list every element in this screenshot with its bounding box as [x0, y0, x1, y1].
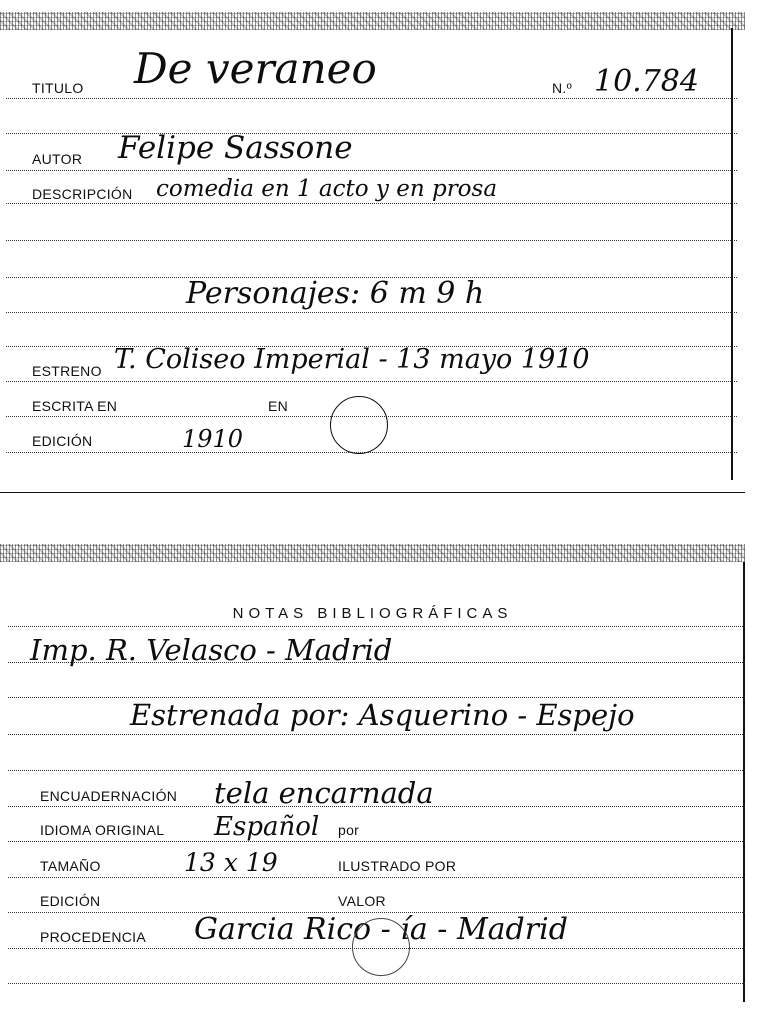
ruled-line	[8, 734, 745, 735]
autor-value: Felipe Sassone	[118, 130, 353, 166]
ilustrado-por-label: ILUSTRADO POR	[338, 858, 457, 874]
titulo-value: De veraneo	[134, 44, 377, 93]
personajes-note: Personajes: 6 m 9 h	[186, 276, 485, 311]
numero-label: N.º	[552, 80, 573, 96]
valor-label: VALOR	[338, 893, 386, 909]
ruled-line	[6, 240, 737, 241]
idioma-original-value: Español	[214, 812, 320, 842]
descripcion-label: DESCRIPCIÓN	[32, 186, 133, 202]
ruled-line	[6, 170, 737, 171]
stamp-circle	[352, 918, 410, 976]
edicion-label: EDICIÓN	[32, 433, 93, 449]
ruled-line	[8, 626, 745, 627]
card-top-edge	[0, 544, 745, 562]
encuadernacion-value: tela encarnada	[214, 776, 434, 810]
descripcion-value: comedia en 1 acto y en prosa	[156, 176, 498, 202]
ruled-line	[6, 381, 737, 382]
estreno-value: T. Coliseo Imperial - 13 mayo 1910	[114, 344, 590, 375]
ruled-line	[8, 877, 745, 878]
estreno-label: ESTRENO	[32, 363, 102, 379]
ruled-line	[6, 203, 737, 204]
card-bottom-edge	[0, 492, 745, 493]
tamano-value: 13 x 19	[184, 848, 278, 877]
notes-title: NOTAS BIBLIOGRÁFICAS	[232, 605, 513, 622]
escrita-en-label: ESCRITA EN	[32, 398, 118, 414]
card-top-edge	[0, 12, 745, 30]
note-imprenta: Imp. R. Velasco - Madrid	[30, 633, 393, 667]
edicion-label-back: EDICIÓN	[40, 893, 101, 909]
procedencia-label: PROCEDENCIA	[40, 929, 146, 945]
en-label: EN	[268, 398, 289, 414]
card-right-edge	[743, 562, 745, 1002]
idioma-original-label: IDIOMA ORIGINAL	[40, 822, 165, 838]
note-estrenada: Estrenada por: Asquerino - Espejo	[130, 698, 635, 732]
procedencia-value: Garcia Rico - ía - Madrid	[194, 912, 568, 947]
ruled-line	[8, 841, 745, 842]
ruled-line	[6, 133, 737, 134]
card-right-edge	[731, 28, 733, 480]
ruled-line	[6, 312, 737, 313]
por-label: por	[338, 822, 360, 838]
numero-value: 10.784	[594, 64, 699, 99]
edicion-value: 1910	[182, 425, 244, 453]
ruled-line	[6, 452, 737, 453]
ruled-line	[8, 983, 745, 984]
autor-label: AUTOR	[32, 151, 83, 167]
titulo-label: TITULO	[32, 80, 84, 96]
stamp-circle	[330, 396, 388, 454]
encuadernacion-label: ENCUADERNACIÓN	[40, 788, 178, 804]
ruled-line	[8, 770, 745, 771]
tamano-label: TAMAÑO	[40, 858, 101, 874]
